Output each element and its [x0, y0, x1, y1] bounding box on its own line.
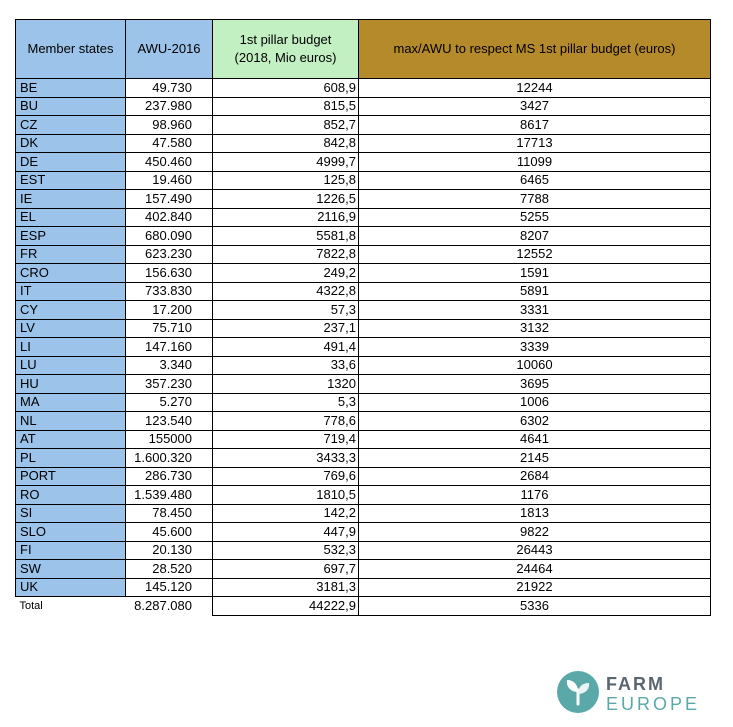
awu-cell: 19.460 — [126, 171, 213, 190]
member-state-cell: DK — [16, 134, 126, 153]
header-budget-line1: 1st pillar budget — [239, 32, 332, 47]
budget-cell: 237,1 — [213, 319, 359, 338]
budget-cell: 815,5 — [213, 97, 359, 116]
ratio-cell: 26443 — [359, 541, 711, 560]
table-row — [16, 227, 711, 246]
member-state-cell: IT — [16, 282, 126, 301]
ratio-cell: 1006 — [359, 393, 711, 412]
table-row — [16, 153, 711, 172]
table-row — [16, 79, 711, 98]
budget-cell: 4322,8 — [213, 282, 359, 301]
ratio-cell: 3132 — [359, 319, 711, 338]
farm-europe-logo — [556, 670, 701, 720]
total-ratio: 5336 — [359, 597, 711, 616]
table-row — [16, 97, 711, 116]
table-row — [16, 449, 711, 468]
member-state-cell: FI — [16, 541, 126, 560]
ratio-cell: 8207 — [359, 227, 711, 246]
table-row — [16, 134, 711, 153]
budget-cell: 2116,9 — [213, 208, 359, 227]
budget-cell: 778,6 — [213, 412, 359, 431]
ratio-cell: 7788 — [359, 190, 711, 209]
total-budget: 44222,9 — [213, 597, 359, 616]
awu-cell: 1.539.480 — [126, 486, 213, 505]
awu-cell: 1.600.320 — [126, 449, 213, 468]
awu-cell: 78.450 — [126, 504, 213, 523]
ratio-cell: 3695 — [359, 375, 711, 394]
table-row — [16, 190, 711, 209]
sprout-icon — [556, 670, 600, 714]
member-state-cell: CZ — [16, 116, 126, 135]
table-row — [16, 245, 711, 264]
awu-cell: 17.200 — [126, 301, 213, 320]
total-awu: 8.287.080 — [134, 598, 192, 613]
ratio-cell: 3339 — [359, 338, 711, 357]
awu-cell: 147.160 — [126, 338, 213, 357]
budget-cell: 719,4 — [213, 430, 359, 449]
budget-cell: 1320 — [213, 375, 359, 394]
table-row — [16, 116, 711, 135]
awu-cell: 402.840 — [126, 208, 213, 227]
budget-cell: 491,4 — [213, 338, 359, 357]
ratio-cell: 1591 — [359, 264, 711, 283]
ratio-cell: 12552 — [359, 245, 711, 264]
table-row — [16, 393, 711, 412]
member-state-cell: CRO — [16, 264, 126, 283]
table-body — [16, 79, 711, 597]
member-state-cell: CY — [16, 301, 126, 320]
awu-cell: 357.230 — [126, 375, 213, 394]
budget-cell: 5,3 — [213, 393, 359, 412]
awu-cell: 47.580 — [126, 134, 213, 153]
ratio-cell: 2145 — [359, 449, 711, 468]
member-state-cell: ESP — [16, 227, 126, 246]
ratio-cell: 11099 — [359, 153, 711, 172]
awu-cell: 155000 — [126, 430, 213, 449]
budget-cell: 852,7 — [213, 116, 359, 135]
table-row — [16, 412, 711, 431]
member-state-cell: SLO — [16, 523, 126, 542]
awu-cell: 3.340 — [126, 356, 213, 375]
header-member-states: Member states — [16, 20, 126, 79]
table-row — [16, 504, 711, 523]
member-state-cell: HU — [16, 375, 126, 394]
member-state-cell: UK — [16, 578, 126, 597]
table-row — [16, 282, 711, 301]
table-row — [16, 486, 711, 505]
table-row — [16, 264, 711, 283]
table-row — [16, 338, 711, 357]
member-state-cell: EST — [16, 171, 126, 190]
member-state-cell: PL — [16, 449, 126, 468]
awu-cell: 680.090 — [126, 227, 213, 246]
ratio-cell: 2684 — [359, 467, 711, 486]
ratio-cell: 12244 — [359, 79, 711, 98]
ratio-cell: 10060 — [359, 356, 711, 375]
awu-cell: 123.540 — [126, 412, 213, 431]
ratio-cell: 1176 — [359, 486, 711, 505]
table-row — [16, 171, 711, 190]
member-state-cell: BE — [16, 79, 126, 98]
budget-cell: 1226,5 — [213, 190, 359, 209]
awu-cell: 75.710 — [126, 319, 213, 338]
member-state-cell: RO — [16, 486, 126, 505]
member-state-cell: NL — [16, 412, 126, 431]
logo-text-europe: EUROPE — [606, 694, 701, 714]
ratio-cell: 6302 — [359, 412, 711, 431]
budget-cell: 125,8 — [213, 171, 359, 190]
member-state-cell: SW — [16, 560, 126, 579]
table-row — [16, 208, 711, 227]
ratio-cell: 3331 — [359, 301, 711, 320]
budget-cell: 3181,3 — [213, 578, 359, 597]
budget-cell: 697,7 — [213, 560, 359, 579]
member-state-cell: DE — [16, 153, 126, 172]
ratio-cell: 5255 — [359, 208, 711, 227]
awu-cell: 145.120 — [126, 578, 213, 597]
table-row — [16, 301, 711, 320]
budget-cell: 447,9 — [213, 523, 359, 542]
table-row — [16, 430, 711, 449]
ratio-cell: 8617 — [359, 116, 711, 135]
awu-cell: 28.520 — [126, 560, 213, 579]
member-state-cell: BU — [16, 97, 126, 116]
member-state-cell: AT — [16, 430, 126, 449]
table-row — [16, 578, 711, 597]
table-row — [16, 467, 711, 486]
budget-cell: 532,3 — [213, 541, 359, 560]
table-row — [16, 541, 711, 560]
awu-cell: 237.980 — [126, 97, 213, 116]
ratio-cell: 21922 — [359, 578, 711, 597]
table-row — [16, 356, 711, 375]
member-state-cell: LV — [16, 319, 126, 338]
budget-cell: 7822,8 — [213, 245, 359, 264]
budget-cell: 5581,8 — [213, 227, 359, 246]
budget-cell: 608,9 — [213, 79, 359, 98]
budget-cell: 57,3 — [213, 301, 359, 320]
table-header-row — [16, 20, 711, 79]
awu-cell: 49.730 — [126, 79, 213, 98]
member-state-cell: IE — [16, 190, 126, 209]
awu-cell: 156.630 — [126, 264, 213, 283]
total-row — [16, 597, 711, 616]
awu-cell: 98.960 — [126, 116, 213, 135]
awu-cell: 733.830 — [126, 282, 213, 301]
ratio-cell: 24464 — [359, 560, 711, 579]
budget-cell: 3433,3 — [213, 449, 359, 468]
header-budget-line2: (2018, Mio euros) — [234, 50, 337, 65]
awu-cell: 45.600 — [126, 523, 213, 542]
awu-cell: 20.130 — [126, 541, 213, 560]
awu-budget-table — [15, 19, 711, 616]
ratio-cell: 3427 — [359, 97, 711, 116]
member-state-cell: SI — [16, 504, 126, 523]
logo-text-farm: FARM — [606, 674, 665, 694]
table-row — [16, 375, 711, 394]
member-state-cell: LI — [16, 338, 126, 357]
table-row — [16, 523, 711, 542]
budget-cell: 249,2 — [213, 264, 359, 283]
budget-cell: 142,2 — [213, 504, 359, 523]
ratio-cell: 17713 — [359, 134, 711, 153]
budget-cell: 4999,7 — [213, 153, 359, 172]
ratio-cell: 6465 — [359, 171, 711, 190]
budget-cell: 842,8 — [213, 134, 359, 153]
awu-cell: 286.730 — [126, 467, 213, 486]
budget-cell: 33,6 — [213, 356, 359, 375]
awu-cell: 623.230 — [126, 245, 213, 264]
member-state-cell: EL — [16, 208, 126, 227]
ratio-cell: 9822 — [359, 523, 711, 542]
ratio-cell: 5891 — [359, 282, 711, 301]
header-budget — [213, 20, 359, 79]
header-awu: AWU-2016 — [126, 20, 213, 79]
ratio-cell: 1813 — [359, 504, 711, 523]
table-row — [16, 319, 711, 338]
member-state-cell: FR — [16, 245, 126, 264]
member-state-cell: MA — [16, 393, 126, 412]
awu-cell: 5.270 — [126, 393, 213, 412]
awu-cell: 157.490 — [126, 190, 213, 209]
budget-cell: 769,6 — [213, 467, 359, 486]
awu-cell: 450.460 — [126, 153, 213, 172]
budget-cell: 1810,5 — [213, 486, 359, 505]
total-label: Total — [16, 597, 126, 616]
member-state-cell: PORT — [16, 467, 126, 486]
table-row — [16, 560, 711, 579]
ratio-cell: 4641 — [359, 430, 711, 449]
member-state-cell: LU — [16, 356, 126, 375]
header-ratio: max/AWU to respect MS 1st pillar budget (euros) — [359, 20, 711, 79]
